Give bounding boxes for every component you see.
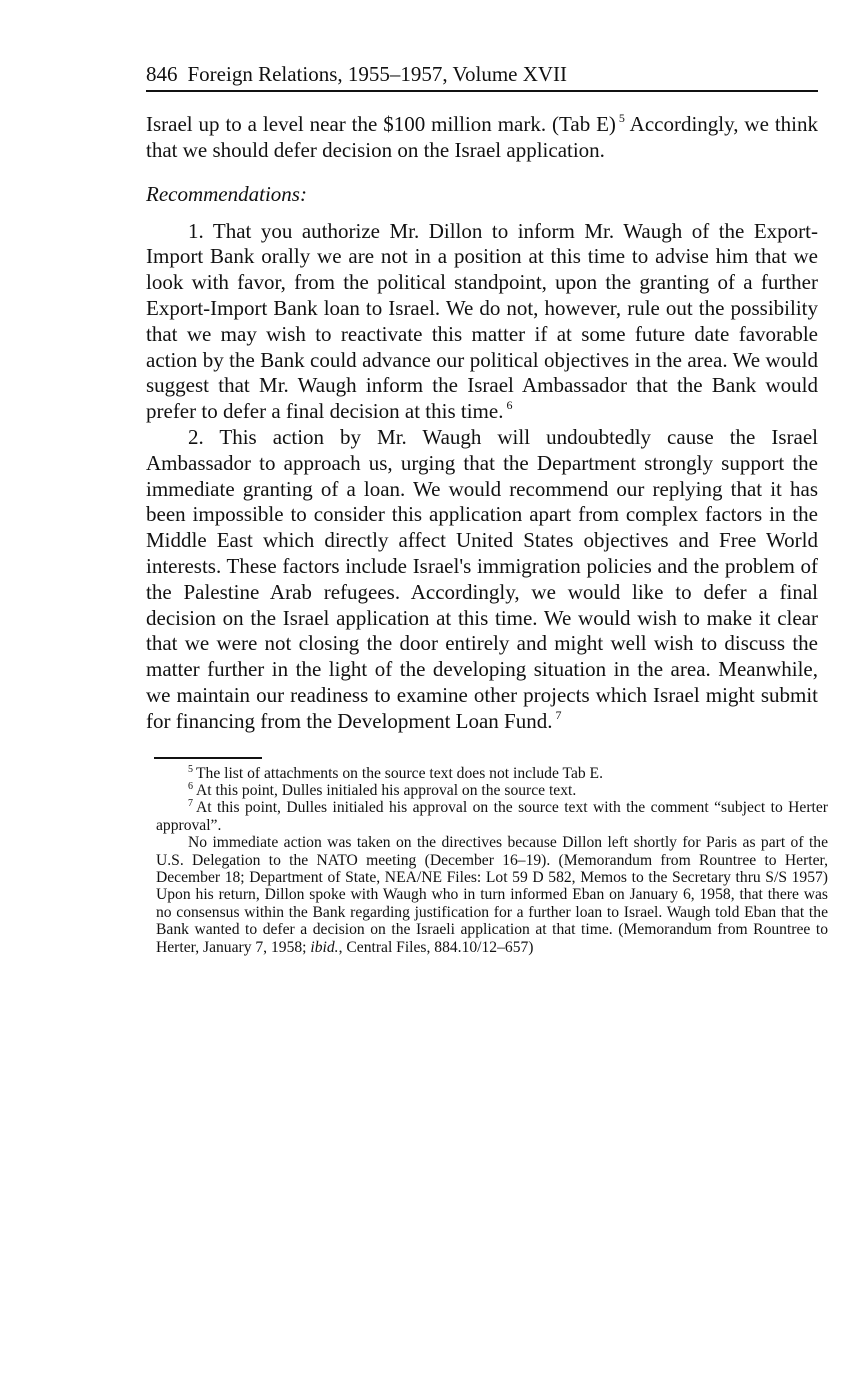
footnote-7-cont-text: No immediate action was taken on the directives because Dillon left shortly for Paris as part of the U.S. Delegation to the NATO meeting (December 16–19). (Memorandum from Rountree to Herter, December 18; Department of State, NEA/NE Files: Lot 59 D 582, Memos to the Secretary thru S/S 1957) Upon his return, Dillon spoke with Waugh who in turn informed Eban on January 6, 1958, that there was no consensus within the Bank regarding justification for a further loan to Israel. Waugh told Eban that the Bank wanted to defer a decision on the Israeli application at that time. (Memorandum from Rountree to Herter, January 7, 1958; — [156, 834, 828, 956]
footnote-5-text: The list of attachments on the source text does not include Tab E. — [196, 764, 603, 782]
ibid-citation: ibid. — [310, 938, 339, 956]
intro-text: Israel up to a level near the $100 million mark. (Tab E) — [146, 112, 616, 136]
recommendation-1 — [146, 219, 818, 425]
page-number: 846 — [146, 62, 178, 86]
footnote-ref-6: 6 — [506, 398, 513, 413]
footnote-6 — [156, 782, 828, 799]
footnote-divider — [154, 757, 262, 759]
recommendations-heading: Recommendations: — [146, 181, 307, 206]
footnote-7-text: At this point, Dulles initialed his approval on the source text with the comment “subject to Herter approval”. — [156, 799, 828, 834]
volume-title: Foreign Relations, 1955–1957, Volume XVII — [187, 62, 568, 86]
footnote-7-marker: 7 — [188, 798, 193, 810]
footnotes — [156, 765, 828, 956]
recommendation-1-text: 1. That you authorize Mr. Dillon to inform Mr. Waugh of the Export-Import Bank orally we are not in a position at this time to advise him that we look with favor, from the political standpoint, upon the granting of a further Export-Import Bank loan to Israel. We do not, however, rule out the possibility that we may wish to reactivate this matter if at some future date favorable action by the Bank could advance our political objectives in the area. We would suggest that Mr. Waugh inform the Israel Ambassador that the Bank would prefer to defer a final decision at this time. — [146, 218, 818, 424]
recommendation-2 — [146, 425, 818, 735]
page-content — [146, 60, 828, 956]
intro-paragraph — [146, 112, 818, 164]
footnote-ref-7: 7 — [555, 707, 562, 722]
footnote-7 — [156, 799, 828, 834]
footnote-ref-5: 5 — [618, 111, 625, 125]
footnote-5-marker: 5 — [188, 763, 193, 775]
running-head — [146, 60, 818, 92]
recommendation-2-text: 2. This action by Mr. Waugh will undoubtedly cause the Israel Ambassador to approach us, urging that the Department strongly support the immediate granting of a loan. We would recommend our replying that it has been impossible to consider this application apart from complex factors in the Middle East which directly affect United States objectives and Free World interests. These factors include Israel's immigration policies and the problem of the Palestine Arab refugees. Accordingly, we would like to defer a final decision on the Israel application at this time. We would wish to make it clear that we were not closing the door entirely and might well wish to discuss the matter further in the light of the developing situation in the area. Meanwhile, we maintain our readiness to examine other projects which Israel might submit for financing from the Development Loan Fund. — [146, 424, 818, 733]
footnote-6-marker: 6 — [188, 780, 193, 792]
footnote-7-continuation — [156, 834, 828, 956]
footnote-5 — [156, 765, 828, 782]
footnote-6-text: At this point, Dulles initialed his approval on the source text. — [196, 781, 577, 799]
footnote-7-cont-tail: , Central Files, 884.10/12–657) — [338, 938, 534, 956]
intro-text-continued: Accordingly, we think that we should defer decision on the Israel application. — [146, 112, 818, 162]
